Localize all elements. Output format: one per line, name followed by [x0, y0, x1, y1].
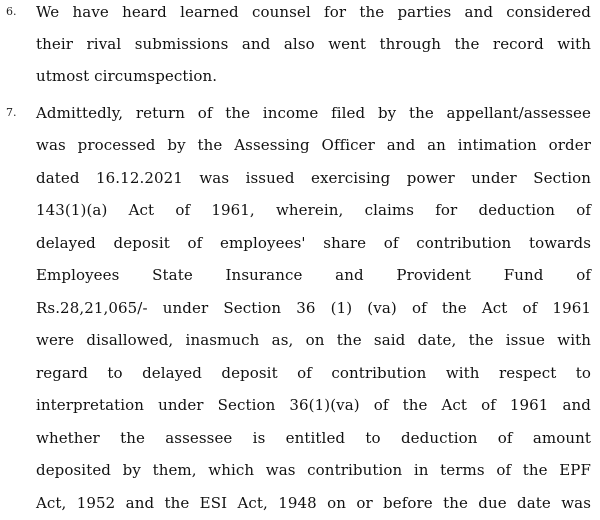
text-line: were disallowed, inasmuch as, on the said date, the issue with — [36, 331, 591, 349]
text-line: utmost circumspection. — [36, 67, 218, 85]
text-line: Act, 1952 and the ESI Act, 1948 on or before the due date was — [36, 494, 591, 512]
text-line: dated 16.12.2021 was issued exercising power under Section — [36, 169, 591, 187]
text-line: interpretation under Section 36(1)(va) of the Act of 1961 and — [36, 396, 591, 414]
text-line: whether the assessee is entitled to deduction of amount — [36, 429, 591, 447]
text-line: We have heard learned counsel for the parties and considered — [36, 3, 591, 21]
text-line: their rival submissions and also went through the record with — [36, 35, 591, 53]
text-line: was processed by the Assessing Officer and an intimation order — [36, 136, 591, 154]
paragraph-number: 6. — [6, 5, 17, 18]
text-line: Employees State Insurance and Provident Fund of — [36, 266, 591, 284]
paragraph-number: 7. — [6, 106, 17, 119]
text-line: 143(1)(a) Act of 1961, wherein, claims for deduction of — [36, 201, 591, 219]
text-line: Rs.28,21,065/- under Section 36 (1) (va) of the Act of 1961 — [36, 299, 591, 317]
text-line: regard to delayed deposit of contribution with respect to — [36, 364, 591, 382]
text-line: deposited by them, which was contribution in terms of the EPF — [36, 461, 591, 479]
text-line: Admittedly, return of the income filed by the appellant/assessee — [36, 104, 591, 122]
text-line: delayed deposit of employees' share of contribution towards — [36, 234, 591, 252]
